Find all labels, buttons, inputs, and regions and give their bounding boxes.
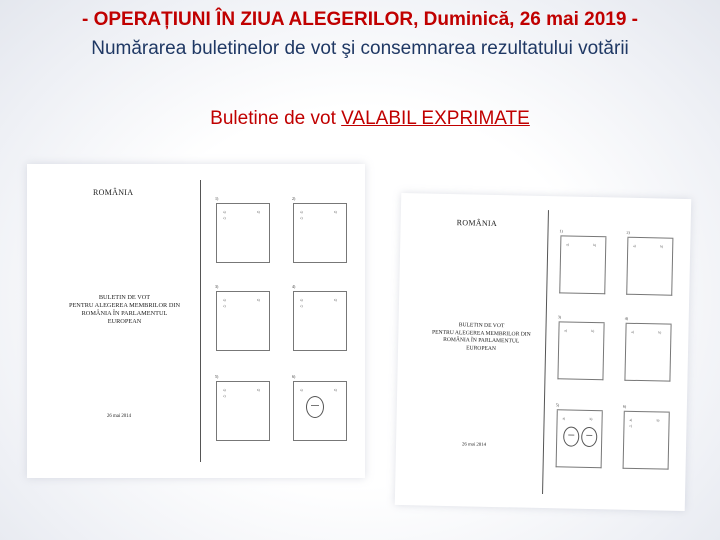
ballot-heading: BULETIN DE VOT PENTRU ALEGEREA MEMBRILOR DIN ROMÂNIA ÎN PARLAMENTUL EUROPEAN xyxy=(68,294,181,325)
ballot-fold-line xyxy=(542,210,549,494)
section-heading-emphasis: VALABIL EXPRIMATE xyxy=(341,108,530,129)
ballot-box: 5) a) b) xyxy=(556,410,603,468)
vote-stamp xyxy=(581,427,597,447)
slide-title: - OPERAȚIUNI ÎN ZIUA ALEGERILOR, Duminică, 26 mai 2019 - xyxy=(81,9,639,30)
ballot-image-right xyxy=(395,193,691,511)
vote-stamp xyxy=(306,396,324,418)
ballot-country: ROMÂNIA xyxy=(93,188,134,197)
ballot-box: 5) a) b) c) xyxy=(216,382,270,441)
section-heading-prefix: Buletine de vot xyxy=(210,108,342,129)
vote-stamp xyxy=(563,426,579,446)
ballot-box: 1) a) b) xyxy=(559,236,606,294)
section-heading xyxy=(0,107,720,131)
ballot-box: 4) a) b) xyxy=(624,324,671,382)
slide-subtitle: Numărarea buletinelor de vot şi consemnarea rezultatului votării xyxy=(91,38,629,59)
ballot-country: ROMÂNIA xyxy=(456,218,498,229)
ballot-fold-line xyxy=(200,180,201,462)
ballot-box: 6) a) b) xyxy=(293,382,347,441)
ballot-box: 2) a) b) c) xyxy=(293,204,347,263)
ballot-box: 6) a) b) c) xyxy=(623,412,670,470)
ballot-box: 1) a) b) c) xyxy=(216,204,270,263)
ballot-box: 3) a) b) xyxy=(557,322,604,380)
ballot-box: 2) a) b) xyxy=(626,238,673,296)
ballot-heading: BULETIN DE VOT PENTRU ALEGEREA MEMBRILOR DIN ROMÂNIA ÎN PARLAMENTUL EUROPEAN xyxy=(431,322,531,352)
ballot-box: 4) a) b) c) xyxy=(293,292,347,351)
ballot-box: 3) a) b) c) xyxy=(216,292,270,351)
ballot-image-left xyxy=(27,164,365,478)
ballot-date: 26 mai 2014 xyxy=(107,414,131,419)
ballot-date: 26 mai 2014 xyxy=(461,442,487,448)
